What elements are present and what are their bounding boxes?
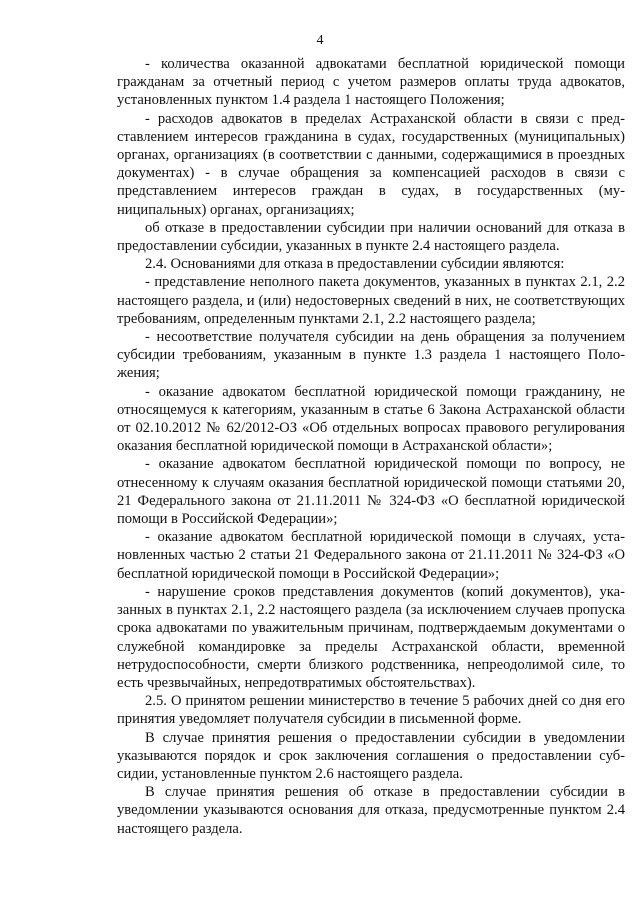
paragraph-12: В случае принятия решения о предоставлении субсидии в уведомлении указываются порядок и срок заключения соглашения о предоставлении субсидии, установленные пунктом 2.6 настоящего раздела. <box>117 729 625 782</box>
paragraph-6: - несоответствие получателя субсидии на день обращения за получением субсидии требованиям, указанным в пункте 1.3 раздела 1 настоящего Положения; <box>117 329 625 382</box>
paragraph-1: - количества оказанной адвокатами бесплатной юридической помощи гражданам за отчетный период с учетом размеров оплаты труда адвокатов, установленных пунктом 1.4 раздела 1 настоящего Положения; <box>117 56 625 109</box>
paragraph-8: - оказание адвокатом бесплатной юридической помощи по вопросу, не отнесенному к случаям оказания бесплатной юридической помощи статьями 20, 21 Федерального закона от 21.11.2011 № 324-ФЗ «О бесплатной юридической помощи в Российской Федерации»; <box>117 456 625 528</box>
paragraph-4: 2.4. Основаниями для отказа в предоставлении субсидии являются: <box>145 256 565 273</box>
document-body <box>117 55 625 838</box>
paragraph-2: - расходов адвокатов в пределах Астраханской области в связи с представлением интересов гражданина в судах, государственных (муниципальных) органах, организациях (в соответствии с данными, содержащимися в проездных документах) - в случае обращения за компенсацией расходов в связи с представлением интересов граждан в судах, в государственных (муниципальных) органах, организациях; <box>117 110 625 218</box>
paragraph-5: - представление неполного пакета документов, указанных в пунктах 2.1, 2.2 настоящего раздела, и (или) недостоверных сведений в них, не соответствующих требованиям, определенным пунктами 2.1, 2.2 настоящего раздела; <box>117 274 625 327</box>
paragraph-13: В случае принятия решения об отказе в предоставлении субсидии в уведомлении указываются основания для отказа, предусмотренные пунктом 2.4 настоящего раздела. <box>117 784 625 837</box>
page-number: 4 <box>316 33 324 48</box>
paragraph-11: 2.5. О принятом решении министерство в течение 5 рабочих дней со дня его принятия уведомляет получателя субсидии в письменной форме. <box>117 693 625 728</box>
paragraph-10: - нарушение сроков представления документов (копий документов), указанных в пунктах 2.1, 2.2 настоящего раздела (за исключением случаев пропуска срока адвокатами по уважительным причинам, подтверждаемым документами о служебной командировке за пределы Астраханской области, временной нетрудоспособности, смерти близкого родственника, непреодолимой силе, то есть чрезвычайных, непредотвратимых обстоятельствах). <box>117 583 625 691</box>
paragraph-9: - оказание адвокатом бесплатной юридической помощи в случаях, установленных частью 2 статьи 21 Федерального закона от 21.11.2011 № 324-ФЗ «О бесплатной юридической помощи в Российской Федерации»; <box>117 529 625 582</box>
paragraph-7: - оказание адвокатом бесплатной юридической помощи гражданину, не относящемуся к категориям, указанным в статье 6 Закона Астраханской области от 02.10.2012 № 62/2012-ОЗ «Об отдельных вопросах правового регулирования оказания бесплатной юридической помощи в Астраханской области»; <box>117 383 625 455</box>
paragraph-3: об отказе в предоставлении субсидии при наличии оснований для отказа в предоставлении субсидии, указанных в пункте 2.4 настоящего раздела. <box>117 219 625 255</box>
